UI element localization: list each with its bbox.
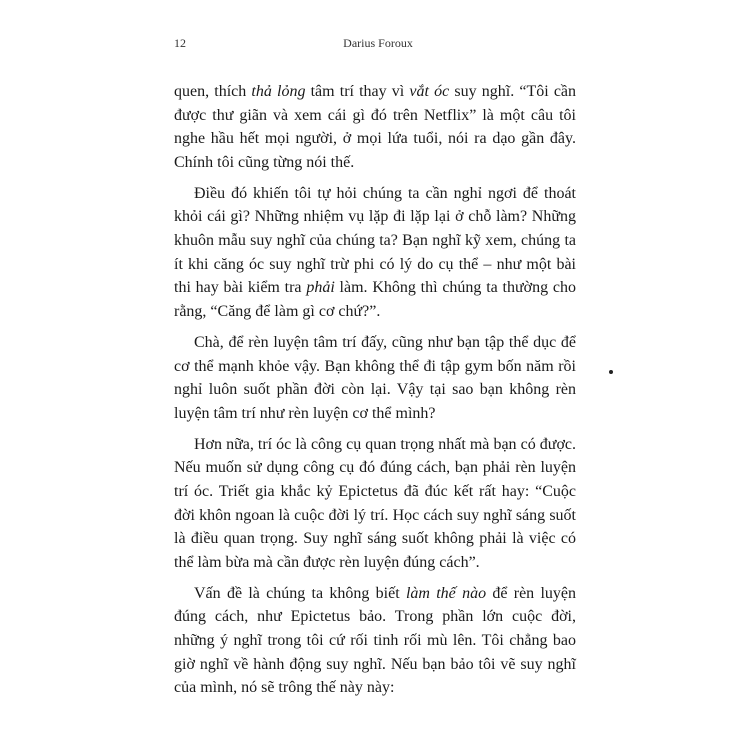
page-number: 12 [174,36,186,50]
paragraph-2: Điều đó khiến tôi tự hỏi chúng ta cần nghỉ ngơi để thoát khỏi cái gì? Những nhiệm vụ lặp đi lặp lại ở chỗ làm? Những khuôn mẫu suy nghĩ của chúng ta? Bạn nghĩ kỹ xem, chúng ta ít khi căng óc suy nghĩ trừ phi có lý do cụ thể – như một bài thi hay bài kiểm tra phải làm. Không thì chúng ta thường cho rằng, “Căng để làm gì cơ chứ?”. [174,184,576,320]
stray-dot-mark [609,370,613,374]
paragraph-5: Vấn đề là chúng ta không biết làm thế nào để rèn luyện đúng cách, như Epictetus bảo. Trong phần lớn cuộc đời, những ý nghĩ trong tôi cứ rối tinh rối mù lên. Tôi chẳng bao giờ nghĩ về hành động suy nghĩ. Nếu bạn bảo tôi vẽ suy nghĩ của mình, nó sẽ trông thế này này: [174,584,577,697]
paragraph-4: Hơn nữa, trí óc là công cụ quan trọng nhất mà bạn có được. Nếu muốn sử dụng công cụ đó đúng cách, bạn phải rèn luyện trí óc. Triết gia khắc kỷ Epictetus đã đúc kết rất hay: “Cuộc đời khôn ngoan là cuộc đời lý trí. Học cách suy nghĩ sáng suốt là điều quan trọng. Suy nghĩ sáng suốt không phải là việc có thể làm bừa mà cần được rèn luyện đúng cách”. [174,435,576,571]
paragraph-1: quen, thích thả lỏng tâm trí thay vì vắt óc suy nghĩ. “Tôi cần được thư giãn và xem cái gì đó trên Netflix” là một câu tôi nghe hầu hết mọi người, ở mọi lứa tuổi, nói ra dạo gần đây. Chính tôi cũng từng nói thế. [174,83,577,171]
running-head-author: Darius Foroux [343,36,413,50]
paragraph-3: Chà, để rèn luyện tâm trí đấy, cũng như bạn tập thể dục để cơ thể mạnh khỏe vậy. Bạn không thể đi tập gym bốn năm rồi nghỉ luôn suốt phần đời còn lại. Vậy tại sao bạn không rèn luyện tâm trí như rèn luyện cơ thể mình? [174,333,576,422]
body-text [174,80,576,707]
